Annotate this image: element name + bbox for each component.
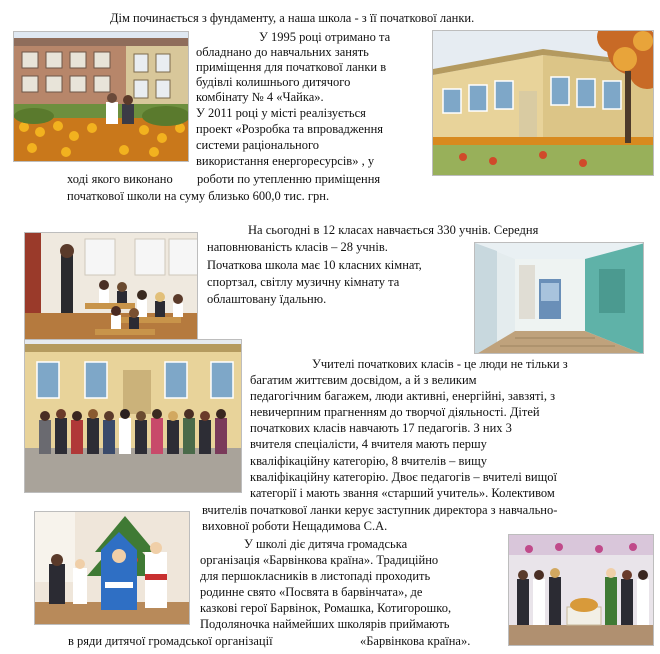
- photo-school-flowerbed: [13, 31, 189, 162]
- s2-line-5: облаштовану їдальню.: [207, 292, 327, 306]
- s1-line-3: приміщення для початкової ланки в: [196, 60, 387, 74]
- s2-line-4: спортзал, світлу музичну кімнату та: [207, 275, 400, 289]
- s3-line-7: кваліфікаційну категорію, 8 вчителів – вищу: [250, 454, 487, 468]
- barvinok-characters-image: [35, 512, 190, 625]
- school-building-image: [433, 31, 654, 176]
- s3-line-9: категорії і мають звання «старший учитель». Колективом: [250, 486, 555, 500]
- s1-line-7: проект «Розробка та впровадження: [196, 122, 384, 136]
- s3-line-11: виховної роботи Нещадимова С.А.: [202, 519, 388, 533]
- s1-line-2: обладнано до навчальних занять: [196, 45, 369, 59]
- s1-line-6: У 2011 році у місті реалізується: [196, 106, 366, 120]
- s4-line-4: родинне свято «Посвята в барвінчата», де: [200, 585, 423, 599]
- photo-teachers-group: [24, 339, 242, 493]
- s1-line-9: використання енергоресурсів» , у: [196, 154, 375, 168]
- s3-line-1: Учителі початкових класів - це люди не тільки з: [312, 357, 568, 371]
- s3-line-5: початкових класів навчають 17 педагогів. З них 3: [250, 421, 512, 435]
- s4-line-3: для першокласників в листопаді проходить: [200, 569, 431, 583]
- s3-line-4: невичерпним прагненням до творчої діяльності. Дітей: [250, 405, 540, 419]
- s2-line-2: наповнюваність класів – 28 учнів.: [207, 240, 388, 254]
- s3-line-6: вчителя спеціалісти, 4 вчителя мають першу: [250, 437, 487, 451]
- s3-line-10: вчителів початкової ланки керує заступник директора з навчально-: [202, 503, 558, 517]
- s1-line-10a: ході якого виконано: [67, 172, 173, 186]
- corridor-image: [475, 243, 644, 354]
- s4-line-5: казкові герої Барвінок, Ромашка, Котигорошко,: [200, 601, 452, 615]
- s1-line-1: У 1995 році отримано та: [259, 30, 391, 44]
- s1-line-8: системи раціонального: [196, 138, 320, 152]
- s3-line-3: педагогічним багажем, люди активні, енергійні, завзяті, з: [250, 389, 556, 403]
- page-heading: Дім починається з фундаменту, а наша школа - з її початкової ланки.: [110, 11, 475, 25]
- photo-barvinok-characters: [34, 511, 190, 625]
- photo-corridor: [474, 242, 644, 354]
- s2-line-3: Початкова школа має 10 класних кімнат,: [207, 258, 422, 272]
- s1-line-5: комбінату № 4 «Чайка».: [196, 90, 324, 104]
- photo-school-building: [432, 30, 654, 176]
- photo-classroom: [24, 232, 198, 348]
- s1-line-4: будівлі колишнього дитячого: [196, 75, 351, 89]
- s4-line-2: організація «Барвінкова країна». Традиційно: [200, 553, 439, 567]
- s4-line-6: Подоляночка наймейших школярів приймають: [200, 617, 450, 631]
- s4-line-7a: в ряди дитячої громадської організації: [68, 634, 273, 648]
- s1-line-10b: роботи по утепленню приміщення: [197, 172, 381, 186]
- s2-line-1: На сьогодні в 12 класах навчається 330 учнів. Середня: [248, 223, 539, 237]
- school-flowerbed-image: [14, 32, 189, 162]
- s3-line-8: кваліфікаційну категорію. Двоє педагогів – вчителі вищої: [250, 470, 557, 484]
- festive-hall-image: [509, 535, 654, 646]
- s3-line-2: багатим життєвим досвідом, а й з великим: [250, 373, 477, 387]
- s4-line-1: У школі діє дитяча громадська: [244, 537, 408, 551]
- photo-festive-hall: [508, 534, 654, 646]
- s1-line-11: початкової школи на суму близько 600,0 тис. грн.: [67, 189, 330, 203]
- classroom-image: [25, 233, 198, 348]
- teachers-group-image: [25, 340, 242, 493]
- s4-line-7b: «Барвінкова країна».: [360, 634, 471, 648]
